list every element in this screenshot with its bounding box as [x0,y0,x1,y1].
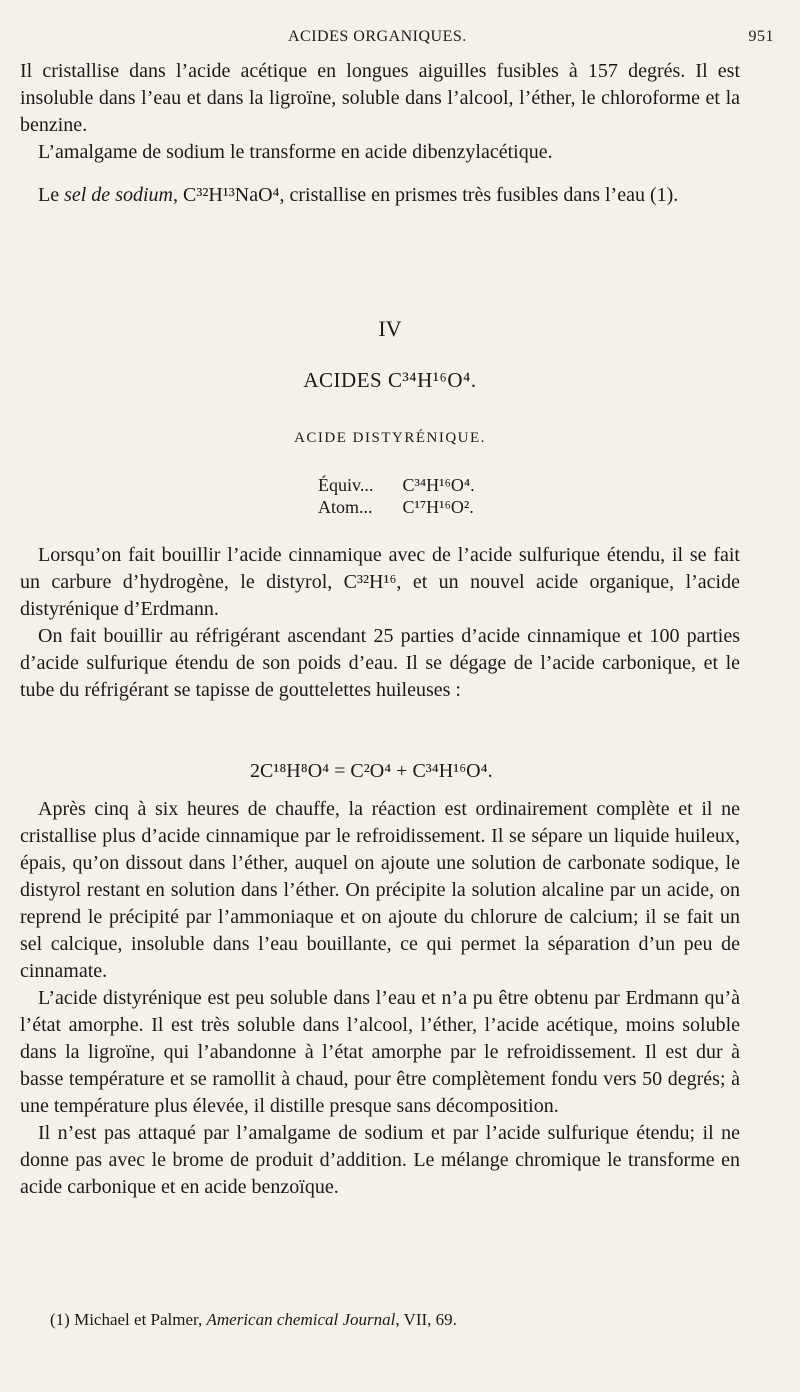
section-title: ACIDES C³⁴H¹⁶O⁴. [303,368,477,392]
intro-p3-italic: sel de sodium, [64,184,178,206]
reaction-equation: 2C¹⁸H⁸O⁴ = C²O⁴ + C³⁴H¹⁶O⁴. [250,760,493,782]
intro-block [20,58,740,209]
equiv-row [318,474,475,496]
body-paragraph-4: L’acide distyrénique est peu soluble dans l’eau et n’a pu être obtenu par Erdmann qu’à l’état amorphe. Il est très soluble dans l’alcool, l’éther, l’acide acétique, moins soluble dans la ligroïne, qui l’abandonne à l’état amorphe par le refroidissement. Il est dur à basse température et se ramollit à chaud, pour être complètement fondu vers 50 degrés; à une température plus élevée, il distille presque sans décomposition. [20,987,740,1117]
footnote-suffix: , VII, 69. [395,1310,457,1329]
intro-paragraph-2: L’amalgame de sodium le transforme en acide dibenzylacétique. [38,141,553,163]
atom-formula: C¹⁷H¹⁶O². [402,497,474,517]
atom-row [318,496,475,518]
atom-label: Atom... [318,497,373,517]
page-number: 951 [748,28,774,45]
equiv-formula: C³⁴H¹⁶O⁴. [402,475,475,495]
section-number: IV [378,316,402,341]
running-head [20,28,774,52]
subsection-title: ACIDE DISTYRÉNIQUE. [294,430,486,446]
body-paragraph-5: Il n’est pas attaqué par l’amalgame de sodium et par l’acide sulfurique étendu; il ne donne pas avec le brome de produit d’addition. Le mélange chromique le transforme en acide carbonique et en acide benzoïque. [20,1122,740,1198]
footnote-journal: American chemical Journal [206,1310,396,1329]
intro-paragraph-3 [20,182,740,209]
intro-paragraph-1: Il cristallise dans l’acide acétique en longues aiguilles fusibles à 157 degrés. Il est insoluble dans l’eau et dans la ligroïne, soluble dans l’alcool, l’éther, le chloroforme et la benzine. [20,60,740,136]
footnote [50,1310,457,1330]
body-block-1 [20,542,740,704]
body-paragraph-3: Après cinq à six heures de chauffe, la réaction est ordinairement complète et il ne cristallise plus d’acide cinnamique par le refroidissement. Il se sépare un liquide huileux, épais, qu’on dissout dans l’éther, auquel on ajoute une solution de carbonate sodique, le distyrol restant en solution dans l’éther. On précipite la solution alcaline par un acide, on reprend le précipité par l’ammoniaque et on ajoute du chlorure de calcium; il se fait un sel calcique, insoluble dans l’eau bouillante, ce qui permet la séparation d’un peu de cinnamate. [20,798,740,982]
body-paragraph-1: Lorsqu’on fait bouillir l’acide cinnamique avec de l’acide sulfurique étendu, il se fait un carbure d’hydrogène, le distyrol, C³²H¹⁶, et un nouvel acide organique, l’acide distyrénique d’Erdmann. [20,544,740,620]
body-paragraph-2: On fait bouillir au réfrigérant ascendant 25 parties d’acide cinnamique et 100 parties d’acide sulfurique étendu de son poids d’eau. Il se dégage de l’acide carbonique, et le tube du réfrigérant se tapisse de gouttelettes huileuses : [20,625,740,701]
equiv-label: Équiv... [318,475,374,495]
intro-p3-suffix: , cristallise en prismes très fusibles dans l’eau (1). [279,184,679,206]
intro-p3-prefix: Le [38,184,65,206]
footnote-prefix: (1) Michael et Palmer, [50,1310,207,1329]
running-title: ACIDES ORGANIQUES. [288,28,467,45]
formula-table [318,474,475,518]
body-block-2 [20,796,740,1201]
intro-p3-formula: C³²H¹³NaO⁴ [182,184,280,206]
